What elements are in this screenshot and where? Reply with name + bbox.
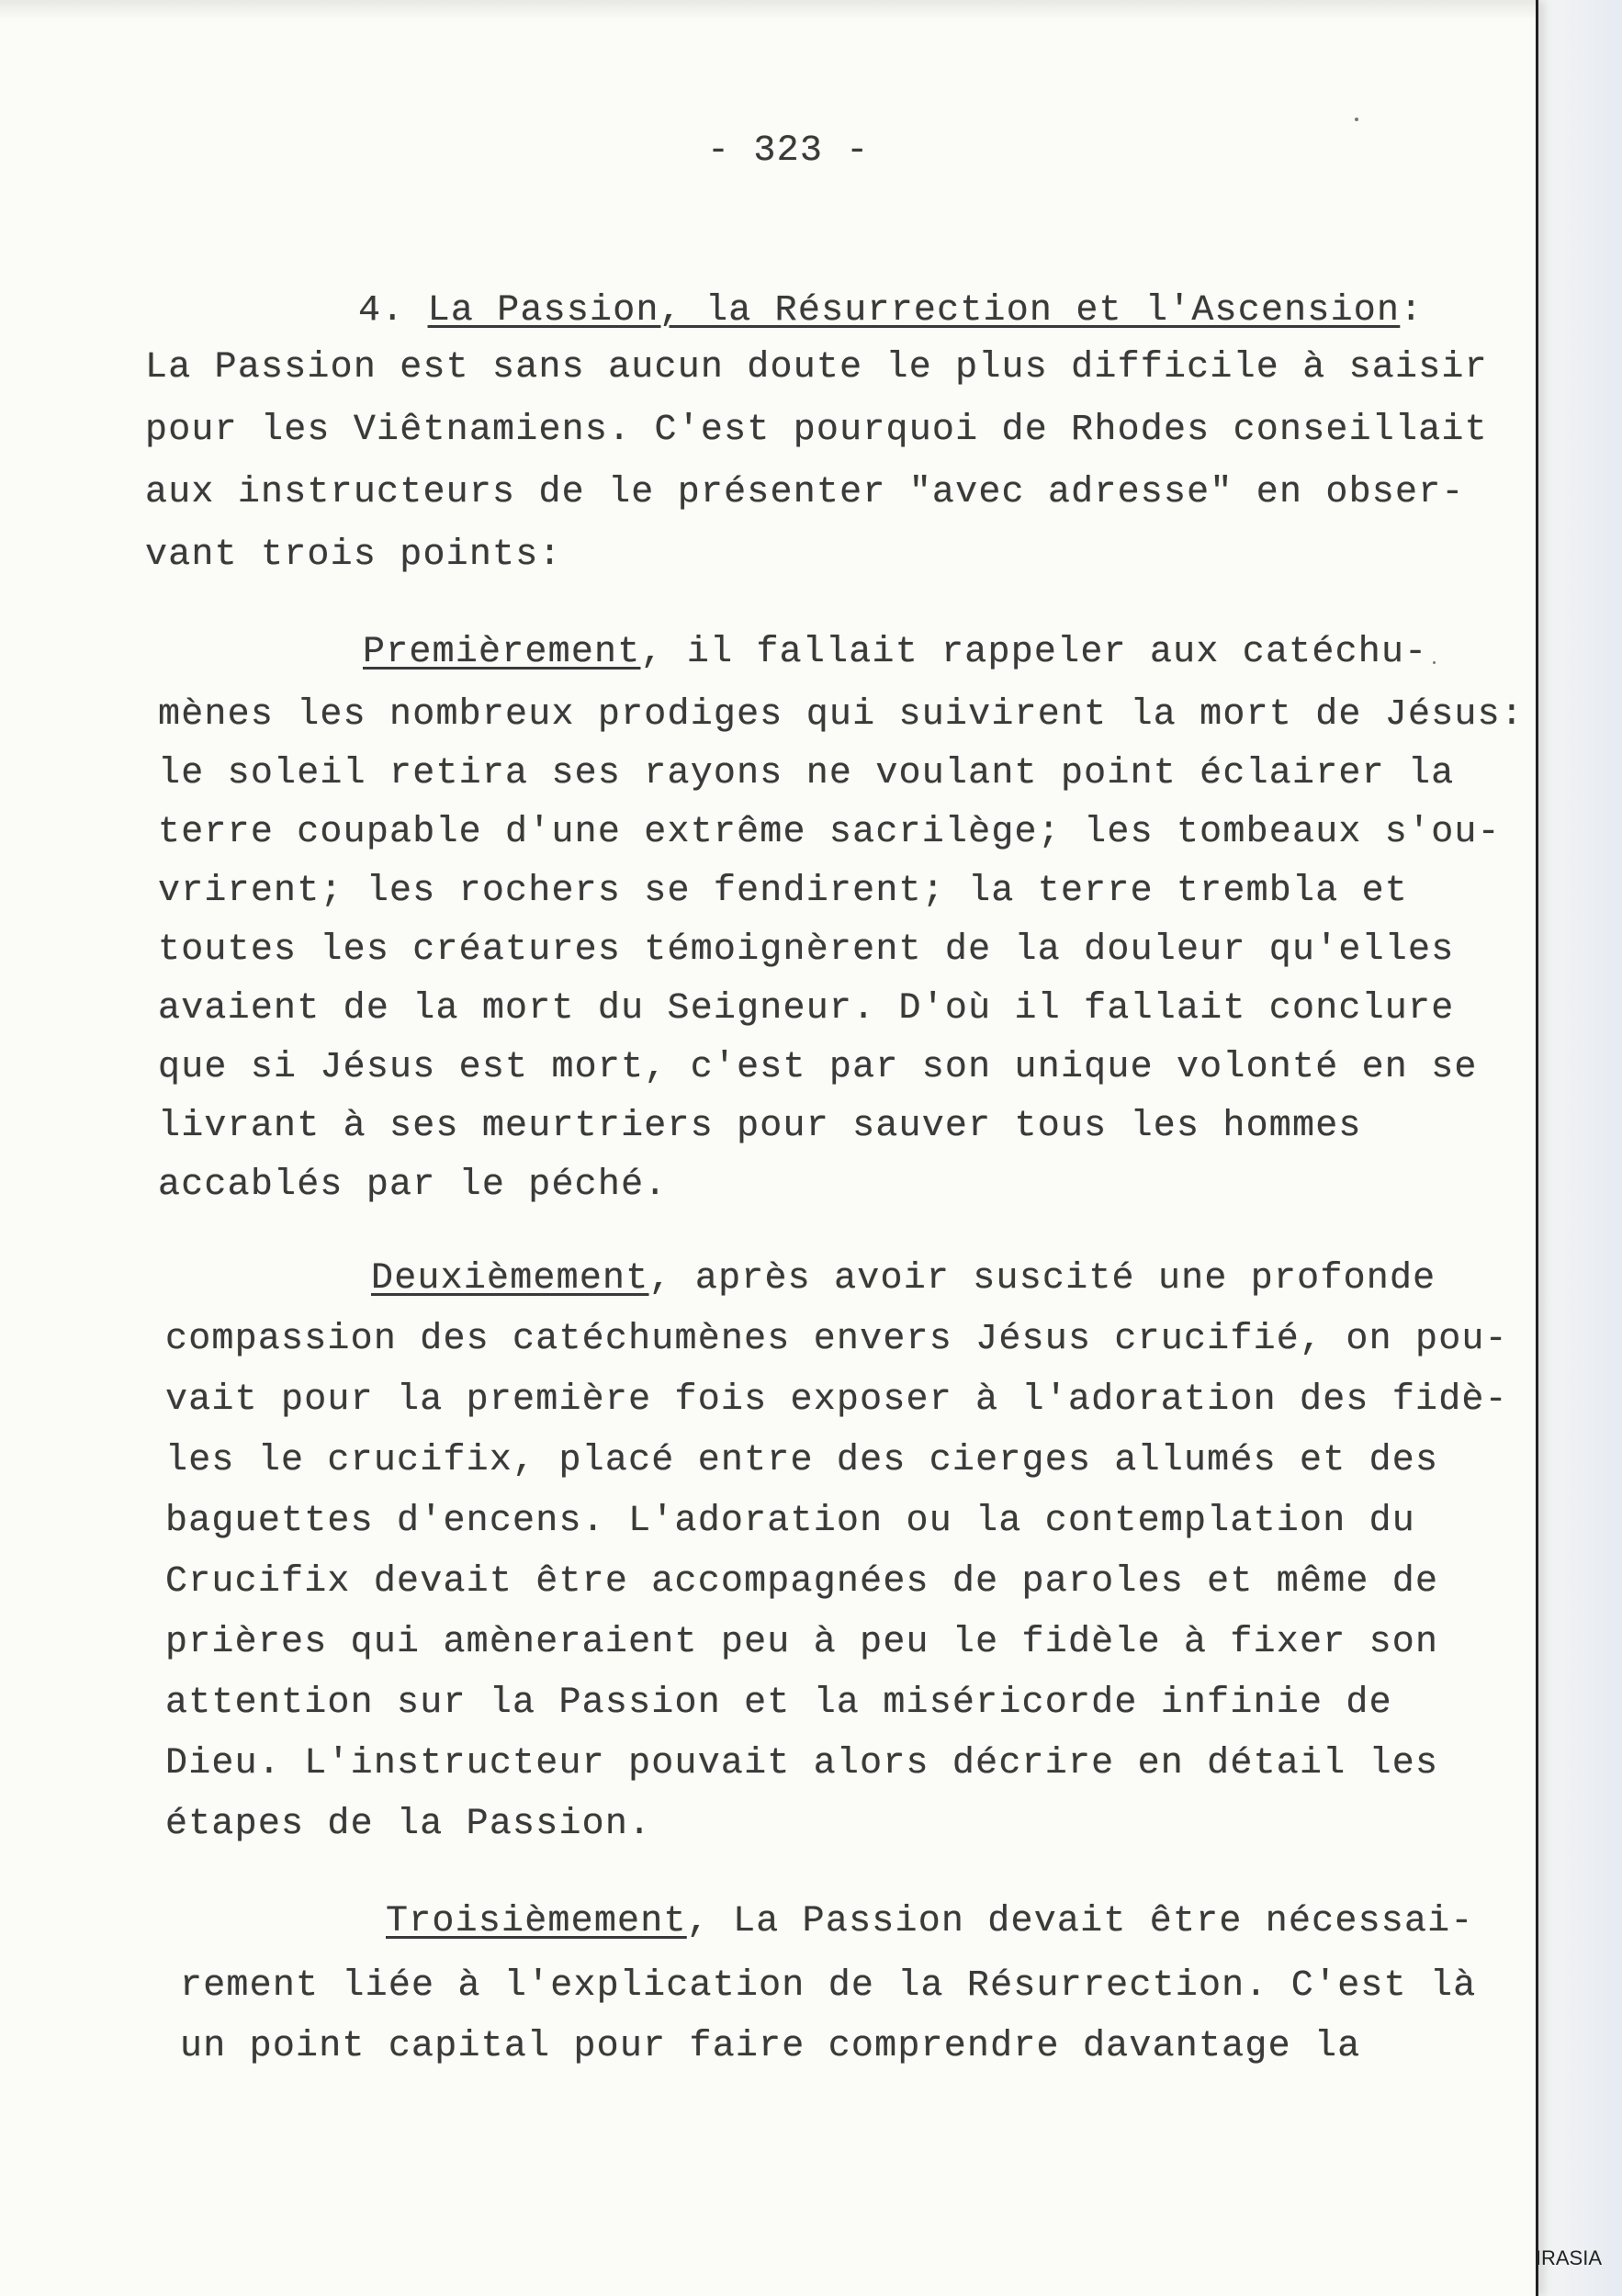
point-2-line: baguettes d'encens. L'adoration ou la contemplation du xyxy=(165,1501,1416,1542)
point-2-label: Deuxièmement xyxy=(371,1258,649,1300)
point-2-line: Crucifix devait être accompagnées de paroles et même de xyxy=(165,1561,1439,1603)
point-1-line: livrant à ses meurtriers pour sauver tous les hommes xyxy=(158,1106,1362,1147)
intro-line: aux instructeurs de le présenter "avec adresse" en obser- xyxy=(145,472,1465,513)
point-1-label: Premièrement xyxy=(363,632,641,673)
point-1-line: le soleil retira ses rayons ne voulant point éclairer la xyxy=(158,753,1455,794)
point-1-line: que si Jésus est mort, c'est par son unique volonté en se xyxy=(158,1047,1478,1088)
point-1-line: toutes les créatures témoignèrent de la douleur qu'elles xyxy=(158,929,1455,971)
point-3-line: rement liée à l'explication de la Résurrection. C'est là xyxy=(180,1965,1477,2007)
point-3-label: Troisièmement xyxy=(386,1901,687,1942)
point-2-first-line xyxy=(371,1258,1436,1300)
section-number: 4. xyxy=(358,290,428,332)
section-heading xyxy=(358,290,1423,332)
point-2-line: étapes de la Passion. xyxy=(165,1804,652,1845)
watermark-label: IRASIA xyxy=(1535,2246,1602,2269)
intro-line: pour les Viêtnamiens. C'est pourquoi de Rhodes conseillait xyxy=(145,410,1488,451)
point-1-first-line xyxy=(363,632,1427,673)
scan-speck xyxy=(1433,661,1436,664)
point-1-line: vrirent; les rochers se fendirent; la terre trembla et xyxy=(158,871,1409,912)
section-title: La Passion, la Résurrection et l'Ascension xyxy=(427,290,1401,332)
point-2-line: compassion des catéchumènes envers Jésus crucifié, on pou- xyxy=(165,1319,1508,1360)
point-1-line: accablés par le péché. xyxy=(158,1165,668,1206)
point-2-line: vait pour la première fois exposer à l'adoration des fidè- xyxy=(165,1379,1508,1421)
point-1-line: mènes les nombreux prodiges qui suivirent la mort de Jésus: xyxy=(158,694,1525,736)
page-top-edge xyxy=(0,0,1536,20)
point-3-lead: , La Passion devait être nécessai- xyxy=(686,1901,1474,1942)
point-2-line: attention sur la Passion et la miséricorde infinie de xyxy=(165,1683,1392,1724)
intro-line: La Passion est sans aucun doute le plus difficile à saisir xyxy=(145,347,1488,388)
point-1-line: terre coupable d'une extrême sacrilège; les tombeaux s'ou- xyxy=(158,812,1501,853)
point-2-line: les le crucifix, placé entre des cierges allumés et des xyxy=(165,1440,1439,1481)
section-colon: : xyxy=(1400,290,1424,332)
point-2-line: prières qui amèneraient peu à peu le fidèle à fixer son xyxy=(165,1622,1439,1663)
point-1-line: avaient de la mort du Seigneur. D'où il fallait conclure xyxy=(158,988,1455,1030)
point-2-lead: , après avoir suscité une profonde xyxy=(648,1258,1436,1300)
page-number: - 323 - xyxy=(707,130,870,172)
point-3-first-line xyxy=(386,1901,1474,1942)
point-3-line: un point capital pour faire comprendre davantage la xyxy=(180,2026,1361,2067)
point-2-line: Dieu. L'instructeur pouvait alors décrire en détail les xyxy=(165,1743,1439,1784)
intro-line: vant trois points: xyxy=(145,535,562,576)
scan-speck xyxy=(1355,118,1358,121)
point-1-lead: , il fallait rappeler aux catéchu- xyxy=(640,632,1428,673)
